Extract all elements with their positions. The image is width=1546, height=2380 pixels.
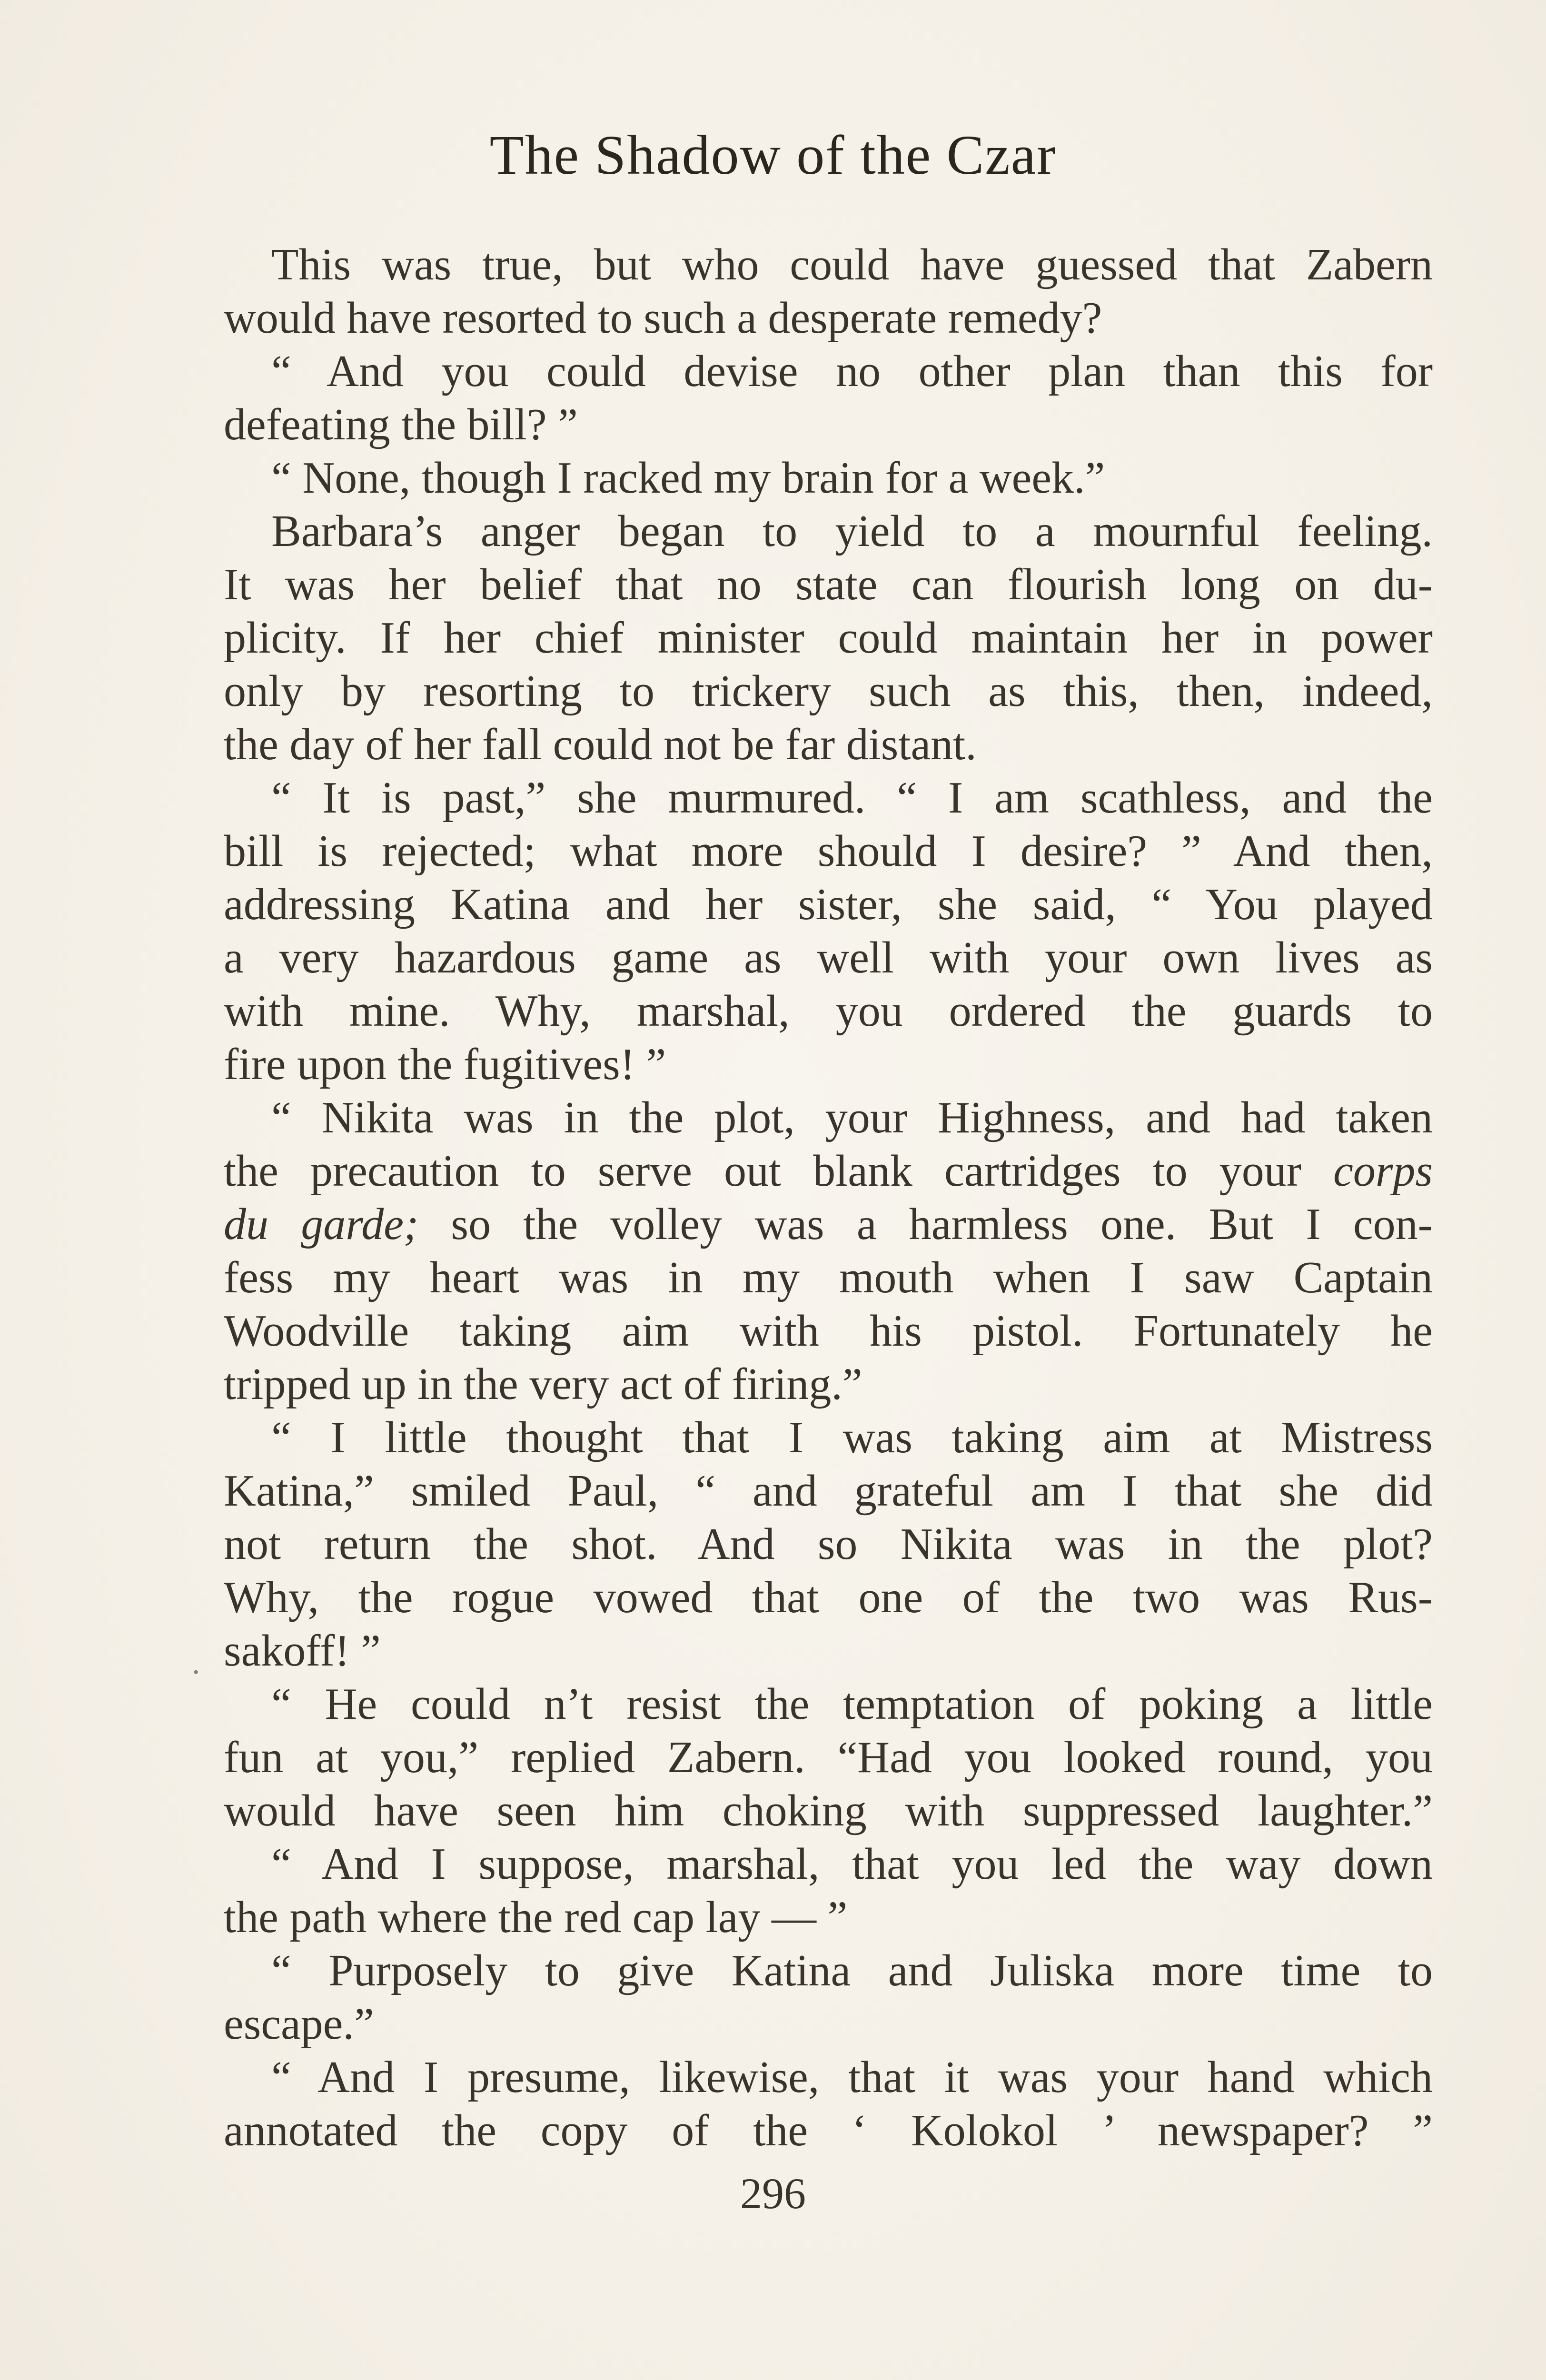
text-line: Katina,” smiled Paul, “ and grateful am I that she did bbox=[224, 1466, 1433, 1516]
text-line: a very hazardous game as well with your own lives as bbox=[224, 933, 1433, 982]
text-line: fun at you,” replied Zabern. “Had you looked round, you bbox=[224, 1733, 1433, 1782]
text-line: Why, the rogue vowed that one of the two was Rus- bbox=[224, 1573, 1433, 1622]
text-line: fess my heart was in my mouth when I saw Captain bbox=[224, 1253, 1433, 1302]
italic-phrase: du garde; bbox=[224, 1200, 419, 1249]
text-line: “ Nikita was in the plot, your Highness, and had taken bbox=[271, 1093, 1433, 1142]
text-line: the day of her fall could not be far distant. bbox=[224, 720, 977, 769]
text-line: plicity. If her chief minister could maintain her in power bbox=[224, 613, 1433, 663]
text-line: “ I little thought that I was taking aim at Mistress bbox=[271, 1413, 1433, 1462]
italic-phrase: corps bbox=[1333, 1146, 1433, 1196]
text-line: Barbara’s anger began to yield to a mournful feeling. bbox=[271, 506, 1433, 556]
text-line: defeating the bill? ” bbox=[224, 400, 578, 449]
text-line: would have resorted to such a desperate remedy? bbox=[224, 293, 1102, 343]
text-line: bill is rejected; what more should I desire? ” And then, bbox=[224, 826, 1433, 876]
text-line: addressing Katina and her sister, she said, “ You played bbox=[224, 880, 1433, 929]
text-line: would have seen him choking with suppressed laughter.” bbox=[224, 1786, 1433, 1835]
text-line: “ None, though I racked my brain for a week.” bbox=[271, 453, 1105, 503]
text-line: with mine. Why, marshal, you ordered the guards to bbox=[224, 986, 1433, 1036]
text-line: “ It is past,” she murmured. “ I am scathless, and the bbox=[271, 773, 1433, 823]
text-line: fire upon the fugitives! ” bbox=[224, 1040, 666, 1089]
text-line: tripped up in the very act of firing.” bbox=[224, 1359, 862, 1409]
text-line: “ And I suppose, marshal, that you led the way down bbox=[271, 1839, 1433, 1889]
text-line: annotated the copy of the ‘ Kolokol ’ newspaper? ” bbox=[224, 2106, 1433, 2155]
body-text bbox=[224, 238, 1433, 2157]
page-number: 296 bbox=[740, 2169, 806, 2218]
text-line: “ He could n’t resist the temptation of poking a little bbox=[271, 1679, 1433, 1729]
text-line: “ Purposely to give Katina and Juliska more time to bbox=[271, 1946, 1433, 1995]
text-line: “ And you could devise no other plan than this for bbox=[271, 347, 1433, 396]
text-line: du garde; so the volley was a harmless one. But I con- bbox=[224, 1200, 1433, 1249]
text-line: not return the shot. And so Nikita was in the plot? bbox=[224, 1519, 1433, 1569]
text-line: escape.” bbox=[224, 1999, 374, 2049]
text-line: the precaution to serve out blank cartridges to your corps bbox=[224, 1146, 1433, 1196]
margin-mark: · bbox=[190, 1654, 202, 1691]
text-line: It was her belief that no state can flourish long on du- bbox=[224, 560, 1433, 609]
text-line: This was true, but who could have guessed that Zabern bbox=[271, 240, 1433, 289]
running-head: The Shadow of the Czar bbox=[489, 124, 1057, 186]
text-line: Woodville taking aim with his pistol. Fortunately he bbox=[224, 1306, 1433, 1356]
text-line: sakoff! ” bbox=[224, 1626, 381, 1676]
text-line: “ And I presume, likewise, that it was your hand which bbox=[271, 2053, 1433, 2102]
text-line: the path where the red cap lay — ” bbox=[224, 1893, 848, 1942]
text-line: only by resorting to trickery such as this, then, indeed, bbox=[224, 666, 1433, 716]
